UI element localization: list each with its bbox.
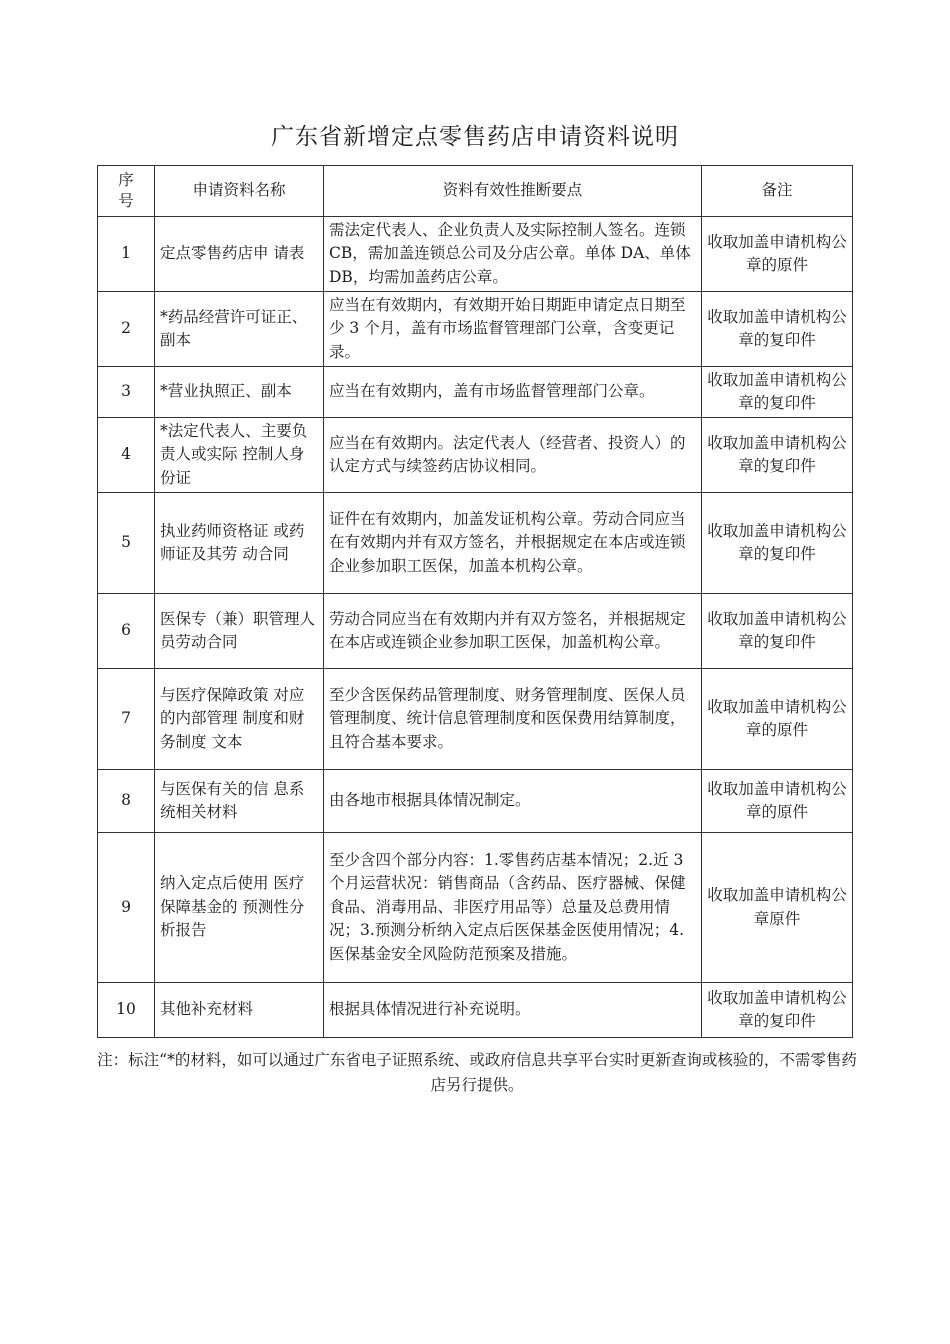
row-note: 收取加盖申请机构公章原件	[702, 833, 853, 983]
row-num: 3	[98, 367, 155, 418]
header-name: 申请资料名称	[155, 166, 324, 217]
row-name: 纳入定点后使用 医疗保障基金的 预测性分析报告	[155, 833, 324, 983]
table-row	[98, 493, 853, 594]
row-requirement: 应当在有效期内，有效期开始日期距申请定点日期至少 3 个月，盖有市场监督管理部门公章，含变更记录。	[324, 292, 702, 367]
row-note: 收取加盖申请机构公章的复印件	[702, 418, 853, 493]
table-row	[98, 418, 853, 493]
row-requirement: 由各地市根据具体情况制定。	[324, 770, 702, 833]
row-note: 收取加盖申请机构公章的复印件	[702, 367, 853, 418]
row-num: 8	[98, 770, 155, 833]
row-num: 10	[98, 983, 155, 1038]
row-name: 与医保有关的信 息系统相关材料	[155, 770, 324, 833]
row-name: *药品经营许可证正、副本	[155, 292, 324, 367]
header-requirement: 资料有效性推断要点	[324, 166, 702, 217]
row-requirement: 证件在有效期内，加盖发证机构公章。劳动合同应当在有效期内并有双方签名，并根据规定在本店或连锁企业参加职工医保，加盖本机构公章。	[324, 493, 702, 594]
materials-table	[97, 165, 853, 1038]
table-row	[98, 833, 853, 983]
row-name: 与医疗保障政策 对应的内部管理 制度和财务制度 文本	[155, 669, 324, 770]
table-header-row	[98, 166, 853, 217]
row-note: 收取加盖申请机构公章的复印件	[702, 983, 853, 1038]
row-requirement: 应当在有效期内。法定代表人（经营者、投资人）的认定方式与续签药店协议相同。	[324, 418, 702, 493]
row-note: 收取加盖申请机构公章的原件	[702, 217, 853, 292]
row-num: 5	[98, 493, 155, 594]
footnote: 注：标注“*的材料，如可以通过广东省电子证照系统、或政府信息共享平台实时更新查询或核验的，不需零售药店另行提供。	[97, 1051, 857, 1094]
table-row	[98, 669, 853, 770]
row-requirement: 应当在有效期内，盖有市场监督管理部门公章。	[324, 367, 702, 418]
table-row	[98, 594, 853, 669]
row-num: 7	[98, 669, 155, 770]
row-requirement: 需法定代表人、企业负责人及实际控制人签名。连锁 CB，需加盖连锁总公司及分店公章。单体 DA、单体 DB，均需加盖药店公章。	[324, 217, 702, 292]
row-name: 医保专（兼）职管理人员劳动合同	[155, 594, 324, 669]
row-note: 收取加盖申请机构公章的复印件	[702, 594, 853, 669]
row-num: 1	[98, 217, 155, 292]
header-note: 备注	[702, 166, 853, 217]
row-requirement: 至少含四个部分内容：1.零售药店基本情况；2.近 3 个月运营状况：销售商品（含药品、医疗器械、保健食品、消毒用品、非医疗用品等）总量及总费用情况；3.预测分析纳入定点后医保基金医使用情况；4.医保基金安全风险防范预案及措施。	[324, 833, 702, 983]
table-row	[98, 367, 853, 418]
row-name: 定点零售药店申 请表	[155, 217, 324, 292]
row-num: 9	[98, 833, 155, 983]
row-requirement: 根据具体情况进行补充说明。	[324, 983, 702, 1038]
row-note: 收取加盖申请机构公章的原件	[702, 669, 853, 770]
row-note: 收取加盖申请机构公章的原件	[702, 770, 853, 833]
row-requirement: 劳动合同应当在有效期内并有双方签名，并根据规定在本店或连锁企业参加职工医保，加盖机构公章。	[324, 594, 702, 669]
row-requirement: 至少含医保药品管理制度、财务管理制度、医保人员管理制度、统计信息管理制度和医保费用结算制度，且符合基本要求。	[324, 669, 702, 770]
row-note: 收取加盖申请机构公章的复印件	[702, 493, 853, 594]
row-name: 其他补充材料	[155, 983, 324, 1038]
table-row	[98, 217, 853, 292]
table-row	[98, 770, 853, 833]
row-name: 执业药师资格证 或药师证及其劳 动合同	[155, 493, 324, 594]
row-note: 收取加盖申请机构公章的复印件	[702, 292, 853, 367]
page-title: 广东省新增定点零售药店申请资料说明	[271, 124, 679, 150]
row-name: *法定代表人、主要负责人或实际 控制人身份证	[155, 418, 324, 493]
table-row	[98, 983, 853, 1038]
row-name: *营业执照正、副本	[155, 367, 324, 418]
row-num: 2	[98, 292, 155, 367]
row-num: 6	[98, 594, 155, 669]
header-num: 序号	[98, 166, 155, 217]
row-num: 4	[98, 418, 155, 493]
table-row	[98, 292, 853, 367]
